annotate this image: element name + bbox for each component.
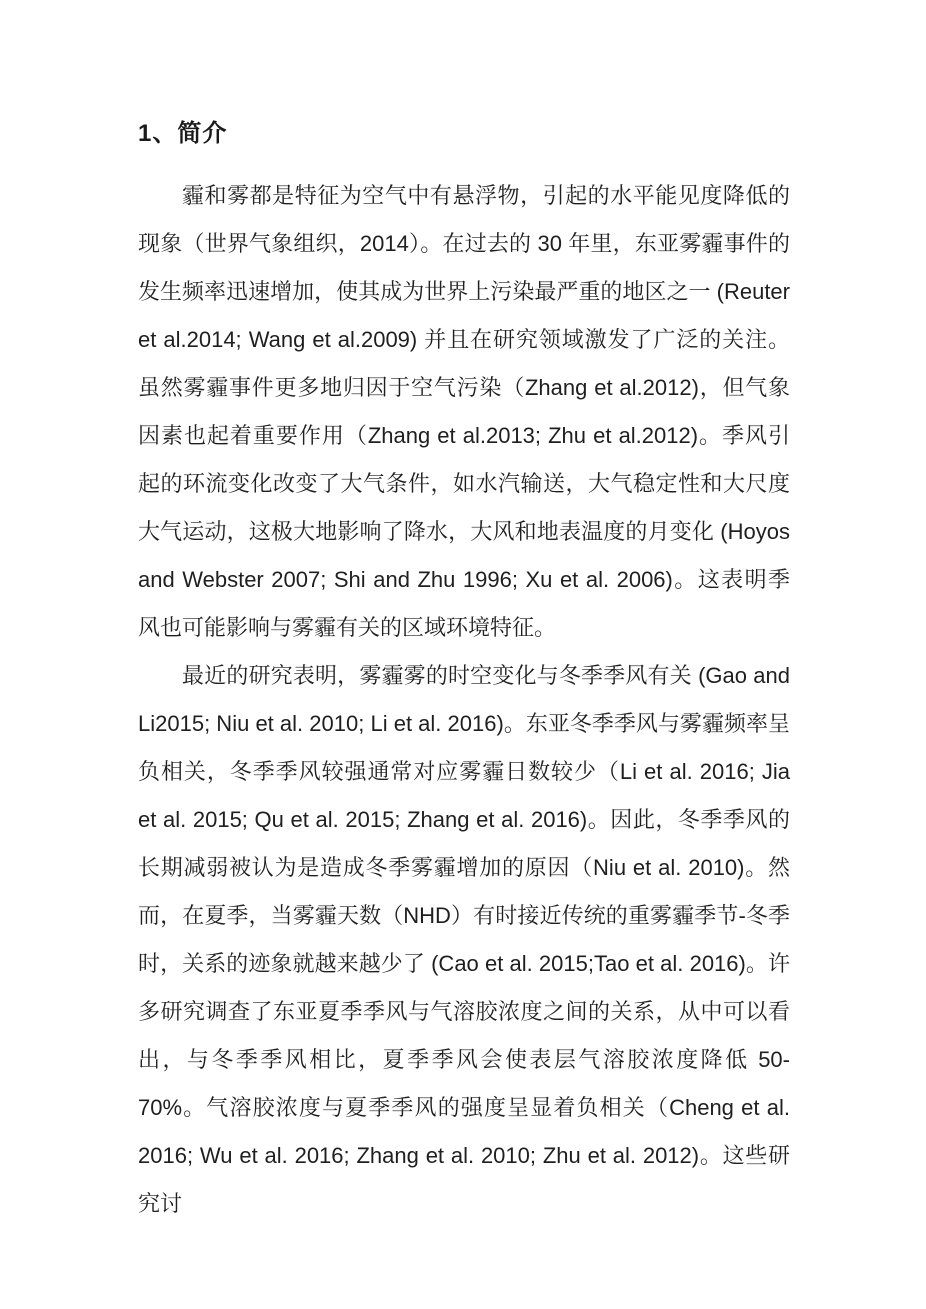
document-content [138,118,790,1228]
section-heading: 1、简介 [138,120,228,147]
paragraph-introduction-1: 霾和雾都是特征为空气中有悬浮物，引起的水平能见度降低的现象（世界气象组织，2014）。在过去的 30 年里，东亚雾霾事件的发生频率迅速增加，使其成为世界上污染最严重的地区之一 (Reuter et al.2014; Wang et al.2009) 并且在研究领域激发了广泛的关注。虽然雾霾事件更多地归因于空气污染（Zhang et al.2012)，但气象因素也起着重要作用（Zhang et al.2013; Zhu et al.2012)。季风引起的环流变化改变了大气条件，如水汽输送，大气稳定性和大尺度大气运动，这极大地影响了降水，大风和地表温度的月变化 (Hoyos and Webster 2007; Shi and Zhu 1996; Xu et al. 2006)。这表明季风也可能影响与雾霾有关的区域环境特征。 [138,183,790,640]
paragraph-introduction-2: 最近的研究表明，雾霾雾的时空变化与冬季季风有关 (Gao and Li2015; Niu et al. 2010; Li et al. 2016)。东亚冬季季风与雾霾频率呈负相关，冬季季风较强通常对应雾霾日数较少（Li et al. 2016; Jia et al. 2015; Qu et al. 2015; Zhang et al. 2016)。因此，冬季季风的长期减弱被认为是造成冬季雾霾增加的原因（Niu et al. 2010)。然而，在夏季，当雾霾天数（NHD）有时接近传统的重雾霾季节-冬季时，关系的迹象就越来越少了 (Cao et al. 2015;Tao et al. 2016)。许多研究调查了东亚夏季季风与气溶胶浓度之间的关系，从中可以看出，与冬季季风相比，夏季季风会使表层气溶胶浓度降低 50-70%。气溶胶浓度与夏季季风的强度呈显着负相关（Cheng et al. 2016; Wu et al. 2016; Zhang et al. 2010; Zhu et al. 2012)。这些研究讨 [138,663,790,1216]
